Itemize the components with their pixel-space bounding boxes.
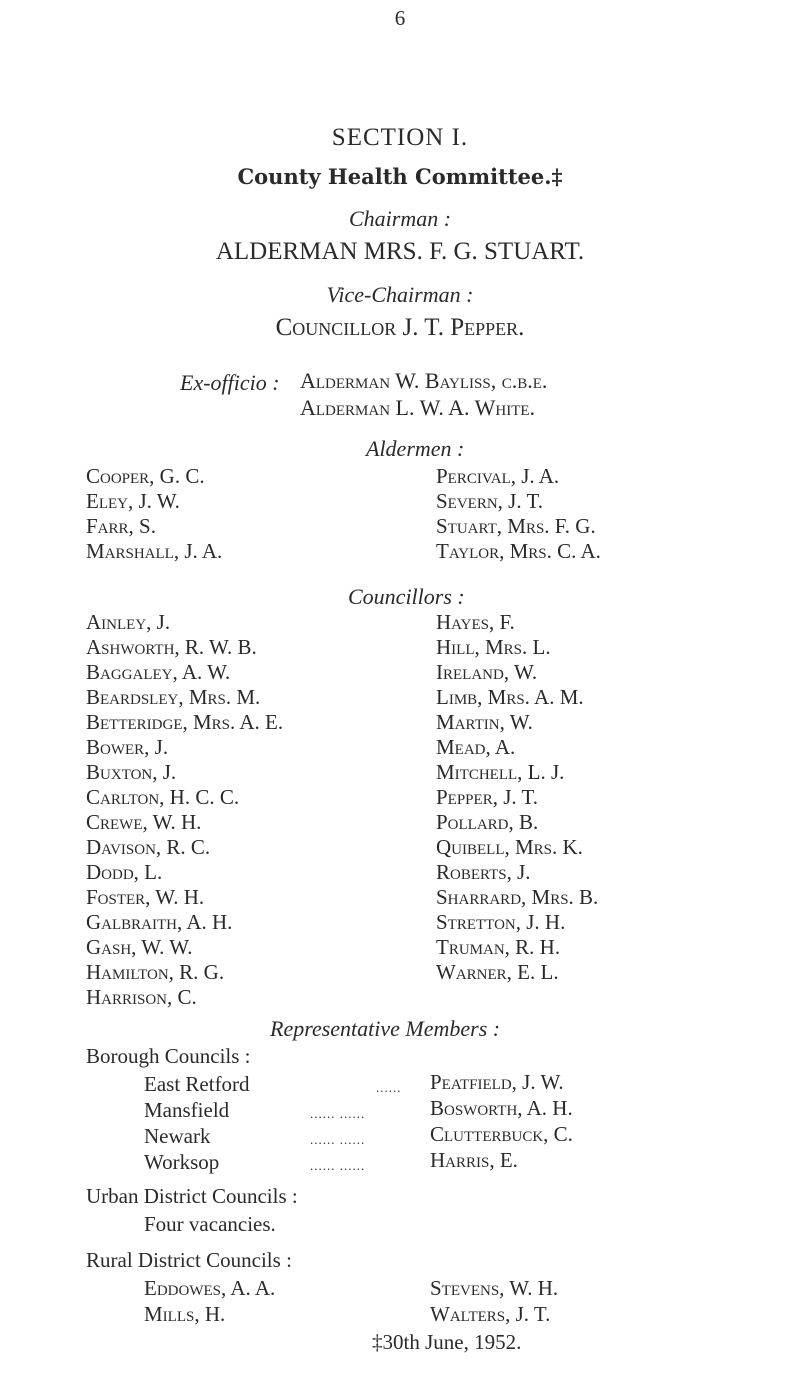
borough-member: Harris, E. bbox=[430, 1148, 518, 1172]
rural-member: Walters, J. T. bbox=[430, 1302, 551, 1326]
borough-member: Clutterbuck, C. bbox=[430, 1122, 573, 1146]
councillors-left-list bbox=[86, 610, 283, 1010]
representatives-heading: Representative Members : bbox=[270, 1016, 501, 1041]
rural-member: Mills, H. bbox=[144, 1302, 226, 1326]
rural-councils-label: Rural District Councils : bbox=[86, 1248, 292, 1272]
list-item: Stuart, Mrs. F. G. bbox=[436, 514, 596, 538]
list-item: Betteridge, Mrs. A. E. bbox=[86, 710, 284, 734]
rural-member: Eddowes, A. A. bbox=[144, 1276, 276, 1300]
list-item: Hayes, F. bbox=[436, 610, 515, 634]
aldermen-right-list bbox=[436, 464, 601, 564]
list-item: Stretton, J. H. bbox=[436, 910, 566, 934]
ex-officio-name-1: Alderman W. Bayliss, c.b.e. bbox=[300, 368, 548, 393]
list-item: Ainley, J. bbox=[86, 610, 171, 634]
list-item: Baggaley, A. W. bbox=[86, 660, 231, 684]
councillors-heading: Councillors : bbox=[348, 584, 465, 609]
ex-officio-label: Ex-officio : bbox=[180, 370, 280, 395]
borough-member: Bosworth, A. H. bbox=[430, 1096, 573, 1120]
list-item: Pepper, J. T. bbox=[436, 785, 539, 809]
section-title: SECTION I. bbox=[331, 124, 469, 151]
list-item: Mead, A. bbox=[436, 735, 516, 759]
vice-chairman-label: Vice-Chairman : bbox=[326, 282, 474, 307]
list-item: Percival, J. A. bbox=[436, 464, 560, 488]
borough-place: Newark bbox=[144, 1124, 211, 1148]
list-item: Galbraith, A. H. bbox=[86, 910, 233, 934]
list-item: Pollard, B. bbox=[436, 810, 539, 834]
list-item: Buxton, J. bbox=[86, 760, 177, 784]
aldermen-left-list bbox=[86, 464, 222, 564]
borough-place: East Retford bbox=[144, 1072, 250, 1096]
borough-place: Worksop bbox=[144, 1150, 220, 1174]
leader-dots: ...... ...... bbox=[310, 1158, 366, 1173]
list-item: Beardsley, Mrs. M. bbox=[86, 685, 261, 709]
list-item: Warner, E. L. bbox=[436, 960, 559, 984]
list-item: Davison, R. C. bbox=[86, 835, 211, 859]
list-item: Bower, J. bbox=[86, 735, 169, 759]
list-item: Crewe, W. H. bbox=[86, 810, 202, 834]
list-item: Cooper, G. C. bbox=[86, 464, 205, 488]
list-item: Gash, W. W. bbox=[86, 935, 193, 959]
list-item: Harrison, C. bbox=[86, 985, 197, 1009]
footnote: ‡30th June, 1952. bbox=[372, 1330, 522, 1354]
list-item: Foster, W. H. bbox=[86, 885, 205, 909]
list-item: Limb, Mrs. A. M. bbox=[436, 685, 584, 709]
list-item: Marshall, J. A. bbox=[86, 539, 223, 563]
list-item: Farr, S. bbox=[86, 514, 156, 538]
list-item: Severn, J. T. bbox=[436, 489, 543, 513]
aldermen-heading: Aldermen : bbox=[366, 436, 465, 461]
borough-place: Mansfield bbox=[144, 1098, 230, 1122]
borough-member: Peatfield, J. W. bbox=[430, 1070, 564, 1094]
list-item: Roberts, J. bbox=[436, 860, 531, 884]
list-item: Quibell, Mrs. K. bbox=[436, 835, 583, 859]
leader-dots: ...... ...... bbox=[310, 1132, 366, 1147]
list-item: Ashworth, R. W. B. bbox=[86, 635, 257, 659]
list-item: Sharrard, Mrs. B. bbox=[436, 885, 599, 909]
list-item: Carlton, H. C. C. bbox=[86, 785, 240, 809]
vice-chairman-name: Councillor J. T. Pepper. bbox=[275, 314, 525, 341]
chairman-label: Chairman : bbox=[348, 206, 452, 231]
list-item: Dodd, L. bbox=[86, 860, 163, 884]
list-item: Mitchell, L. J. bbox=[436, 760, 565, 784]
leader-dots: ...... bbox=[376, 1080, 402, 1095]
list-item: Eley, J. W. bbox=[86, 489, 180, 513]
list-item: Hill, Mrs. L. bbox=[436, 635, 551, 659]
committee-title: County Health Committee.‡ bbox=[237, 164, 563, 189]
rural-member: Stevens, W. H. bbox=[430, 1276, 559, 1300]
leader-dots: ...... ...... bbox=[310, 1106, 366, 1121]
list-item: Ireland, W. bbox=[436, 660, 538, 684]
urban-vacancies: Four vacancies. bbox=[144, 1212, 276, 1236]
list-item: Martin, W. bbox=[436, 710, 533, 734]
list-item: Taylor, Mrs. C. A. bbox=[436, 539, 601, 563]
urban-councils-label: Urban District Councils : bbox=[86, 1184, 298, 1208]
ex-officio-name-2: Alderman L. W. A. White. bbox=[300, 395, 536, 420]
chairman-name: ALDERMAN MRS. F. G. STUART. bbox=[215, 238, 585, 265]
list-item: Truman, R. H. bbox=[436, 935, 561, 959]
councillors-right-list bbox=[436, 610, 598, 985]
borough-councils-label: Borough Councils : bbox=[86, 1044, 251, 1068]
page-number: 6 bbox=[394, 6, 406, 30]
list-item: Hamilton, R. G. bbox=[86, 960, 225, 984]
